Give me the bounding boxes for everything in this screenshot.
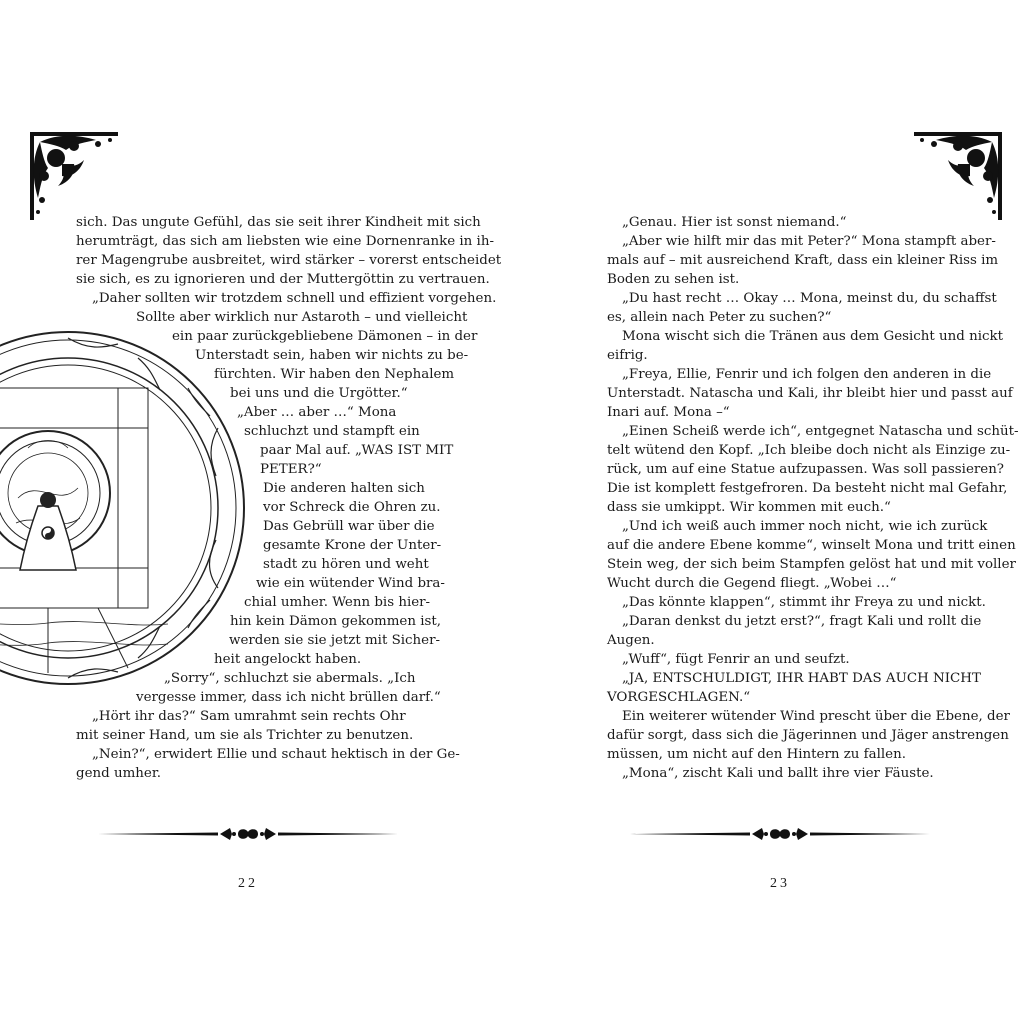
text-line: VORGESCHLAGEN.“ — [607, 690, 751, 705]
text-line: „Und ich weiß auch immer noch nicht, wie ich zurück — [622, 519, 988, 534]
text-line: Wucht durch die Gegend fliegt. „Wobei …“ — [607, 576, 897, 591]
text-line: Das Gebrüll war über die — [263, 519, 435, 534]
text-line: vor Schreck die Ohren zu. — [263, 500, 441, 515]
text-line: müssen, um nicht auf den Hintern zu fallen. — [607, 747, 906, 762]
page-number: 22 — [238, 876, 258, 891]
text-line: ein paar zurückgebliebene Dämonen – in der — [172, 329, 478, 344]
text-line: stadt zu hören und weht — [263, 557, 429, 572]
ornamental-divider-icon — [630, 824, 930, 844]
text-line: fürchten. Wir haben den Nephalem — [214, 367, 455, 382]
text-line: „Das könnte klappen“, stimmt ihr Freya zu und nickt. — [622, 595, 986, 610]
text-line: dass sie umkippt. Wir kommen mit euch.“ — [607, 500, 891, 515]
text-line: „Nein?“, erwidert Ellie und schaut hektisch in der Ge- — [92, 747, 460, 762]
text-line: mals auf – mit ausreichend Kraft, dass ein kleiner Riss im — [607, 253, 999, 268]
text-line: dafür sorgt, dass sich die Jägerinnen und Jäger anstrengen — [607, 728, 1009, 743]
text-line: „Aber wie hilft mir das mit Peter?“ Mona stampft aber- — [622, 234, 996, 249]
text-line: Die anderen halten sich — [263, 481, 425, 496]
text-line: sich. Das ungute Gefühl, das sie seit ihrer Kindheit mit sich — [76, 215, 481, 230]
text-line: Boden zu sehen ist. — [607, 272, 740, 287]
text-line: Unterstadt. Natascha und Kali, ihr bleibt hier und passt auf — [607, 386, 1013, 401]
text-line: „Daher sollten wir trotzdem schnell und effizient vorgehen. — [92, 291, 497, 306]
text-line: „Einen Scheiß werde ich“, entgegnet Natascha und schüt- — [622, 424, 1019, 439]
text-line: Die ist komplett festgefroren. Da besteht nicht mal Gefahr, — [607, 481, 1008, 496]
text-line: „Mona“, zischt Kali und ballt ihre vier Fäuste. — [622, 766, 934, 781]
text-line: rück, um auf eine Statue aufzupassen. Was soll passieren? — [607, 462, 1004, 477]
text-line: gend umher. — [76, 766, 162, 781]
text-line: Inari auf. Mona –“ — [607, 405, 730, 420]
text-line: Ein weiterer wütender Wind prescht über die Ebene, der — [622, 709, 1010, 724]
text-line: telt wütend den Kopf. „Ich bleibe doch nicht als Einzige zu- — [607, 443, 1011, 458]
flourish-corner-icon — [910, 128, 1006, 224]
text-line: vergesse immer, dass ich nicht brüllen darf.“ — [136, 690, 441, 705]
text-line: chial umher. Wenn bis hier- — [244, 595, 431, 610]
text-line: Sollte aber wirklich nur Astaroth – und vielleicht — [136, 310, 468, 325]
text-line: „JA, ENTSCHULDIGT, IHR HABT DAS AUCH NICHT — [622, 671, 981, 686]
text-line: Mona wischt sich die Tränen aus dem Gesicht und nickt — [622, 329, 1004, 344]
text-line: schluchzt und stampft ein — [244, 424, 420, 439]
text-line: Unterstadt sein, haben wir nichts zu be- — [195, 348, 469, 363]
text-line: heit angelockt haben. — [214, 652, 362, 667]
flourish-corner-icon — [26, 128, 122, 224]
ornamental-divider-icon — [98, 824, 398, 844]
text-line: rer Magengrube ausbreitet, wird stärker – vorerst entscheidet — [76, 253, 502, 268]
text-line: „Sorry“, schluchzt sie abermals. „Ich — [164, 671, 416, 686]
right-page — [512, 0, 1024, 1024]
text-line: auf die andere Ebene komme“, winselt Mona und tritt einen — [607, 538, 1016, 553]
text-line: sie sich, es zu ignorieren und der Muttergöttin zu vertrauen. — [76, 272, 490, 287]
text-line: „Aber … aber …“ Mona — [237, 405, 397, 420]
text-line: herumträgt, das sich am liebsten wie eine Dornenranke in ih- — [76, 234, 494, 249]
text-line: PETER?“ — [260, 462, 322, 477]
text-line: paar Mal auf. „WAS IST MIT — [260, 443, 454, 458]
text-line: „Freya, Ellie, Fenrir und ich folgen den anderen in die — [622, 367, 992, 382]
text-line: bei uns und die Urgötter.“ — [230, 386, 408, 401]
text-line: mit seiner Hand, um sie als Trichter zu benutzen. — [76, 728, 414, 743]
text-line: werden sie sie jetzt mit Sicher- — [229, 633, 441, 648]
text-line: „Hört ihr das?“ Sam umrahmt sein rechts Ohr — [92, 709, 406, 724]
text-line: eifrig. — [607, 348, 648, 363]
text-line: wie ein wütender Wind bra- — [256, 576, 445, 591]
text-line: es, allein nach Peter zu suchen?“ — [607, 310, 832, 325]
text-line: „Wuff“, fügt Fenrir an und seufzt. — [622, 652, 850, 667]
text-line: „Daran denkst du jetzt erst?“, fragt Kali und rollt die — [622, 614, 982, 629]
text-line: hin kein Dämon gekommen ist, — [230, 614, 442, 629]
text-line: „Genau. Hier ist sonst niemand.“ — [622, 215, 847, 230]
circular-medallion-illustration — [0, 328, 248, 688]
text-line: Augen. — [607, 633, 655, 648]
text-line: Stein weg, der sich beim Stampfen gelöst hat und mit voller — [607, 557, 1016, 572]
page-number: 23 — [770, 876, 790, 891]
text-line: „Du hast recht … Okay … Mona, meinst du, du schaffst — [622, 291, 997, 306]
text-line: gesamte Krone der Unter- — [263, 538, 442, 553]
